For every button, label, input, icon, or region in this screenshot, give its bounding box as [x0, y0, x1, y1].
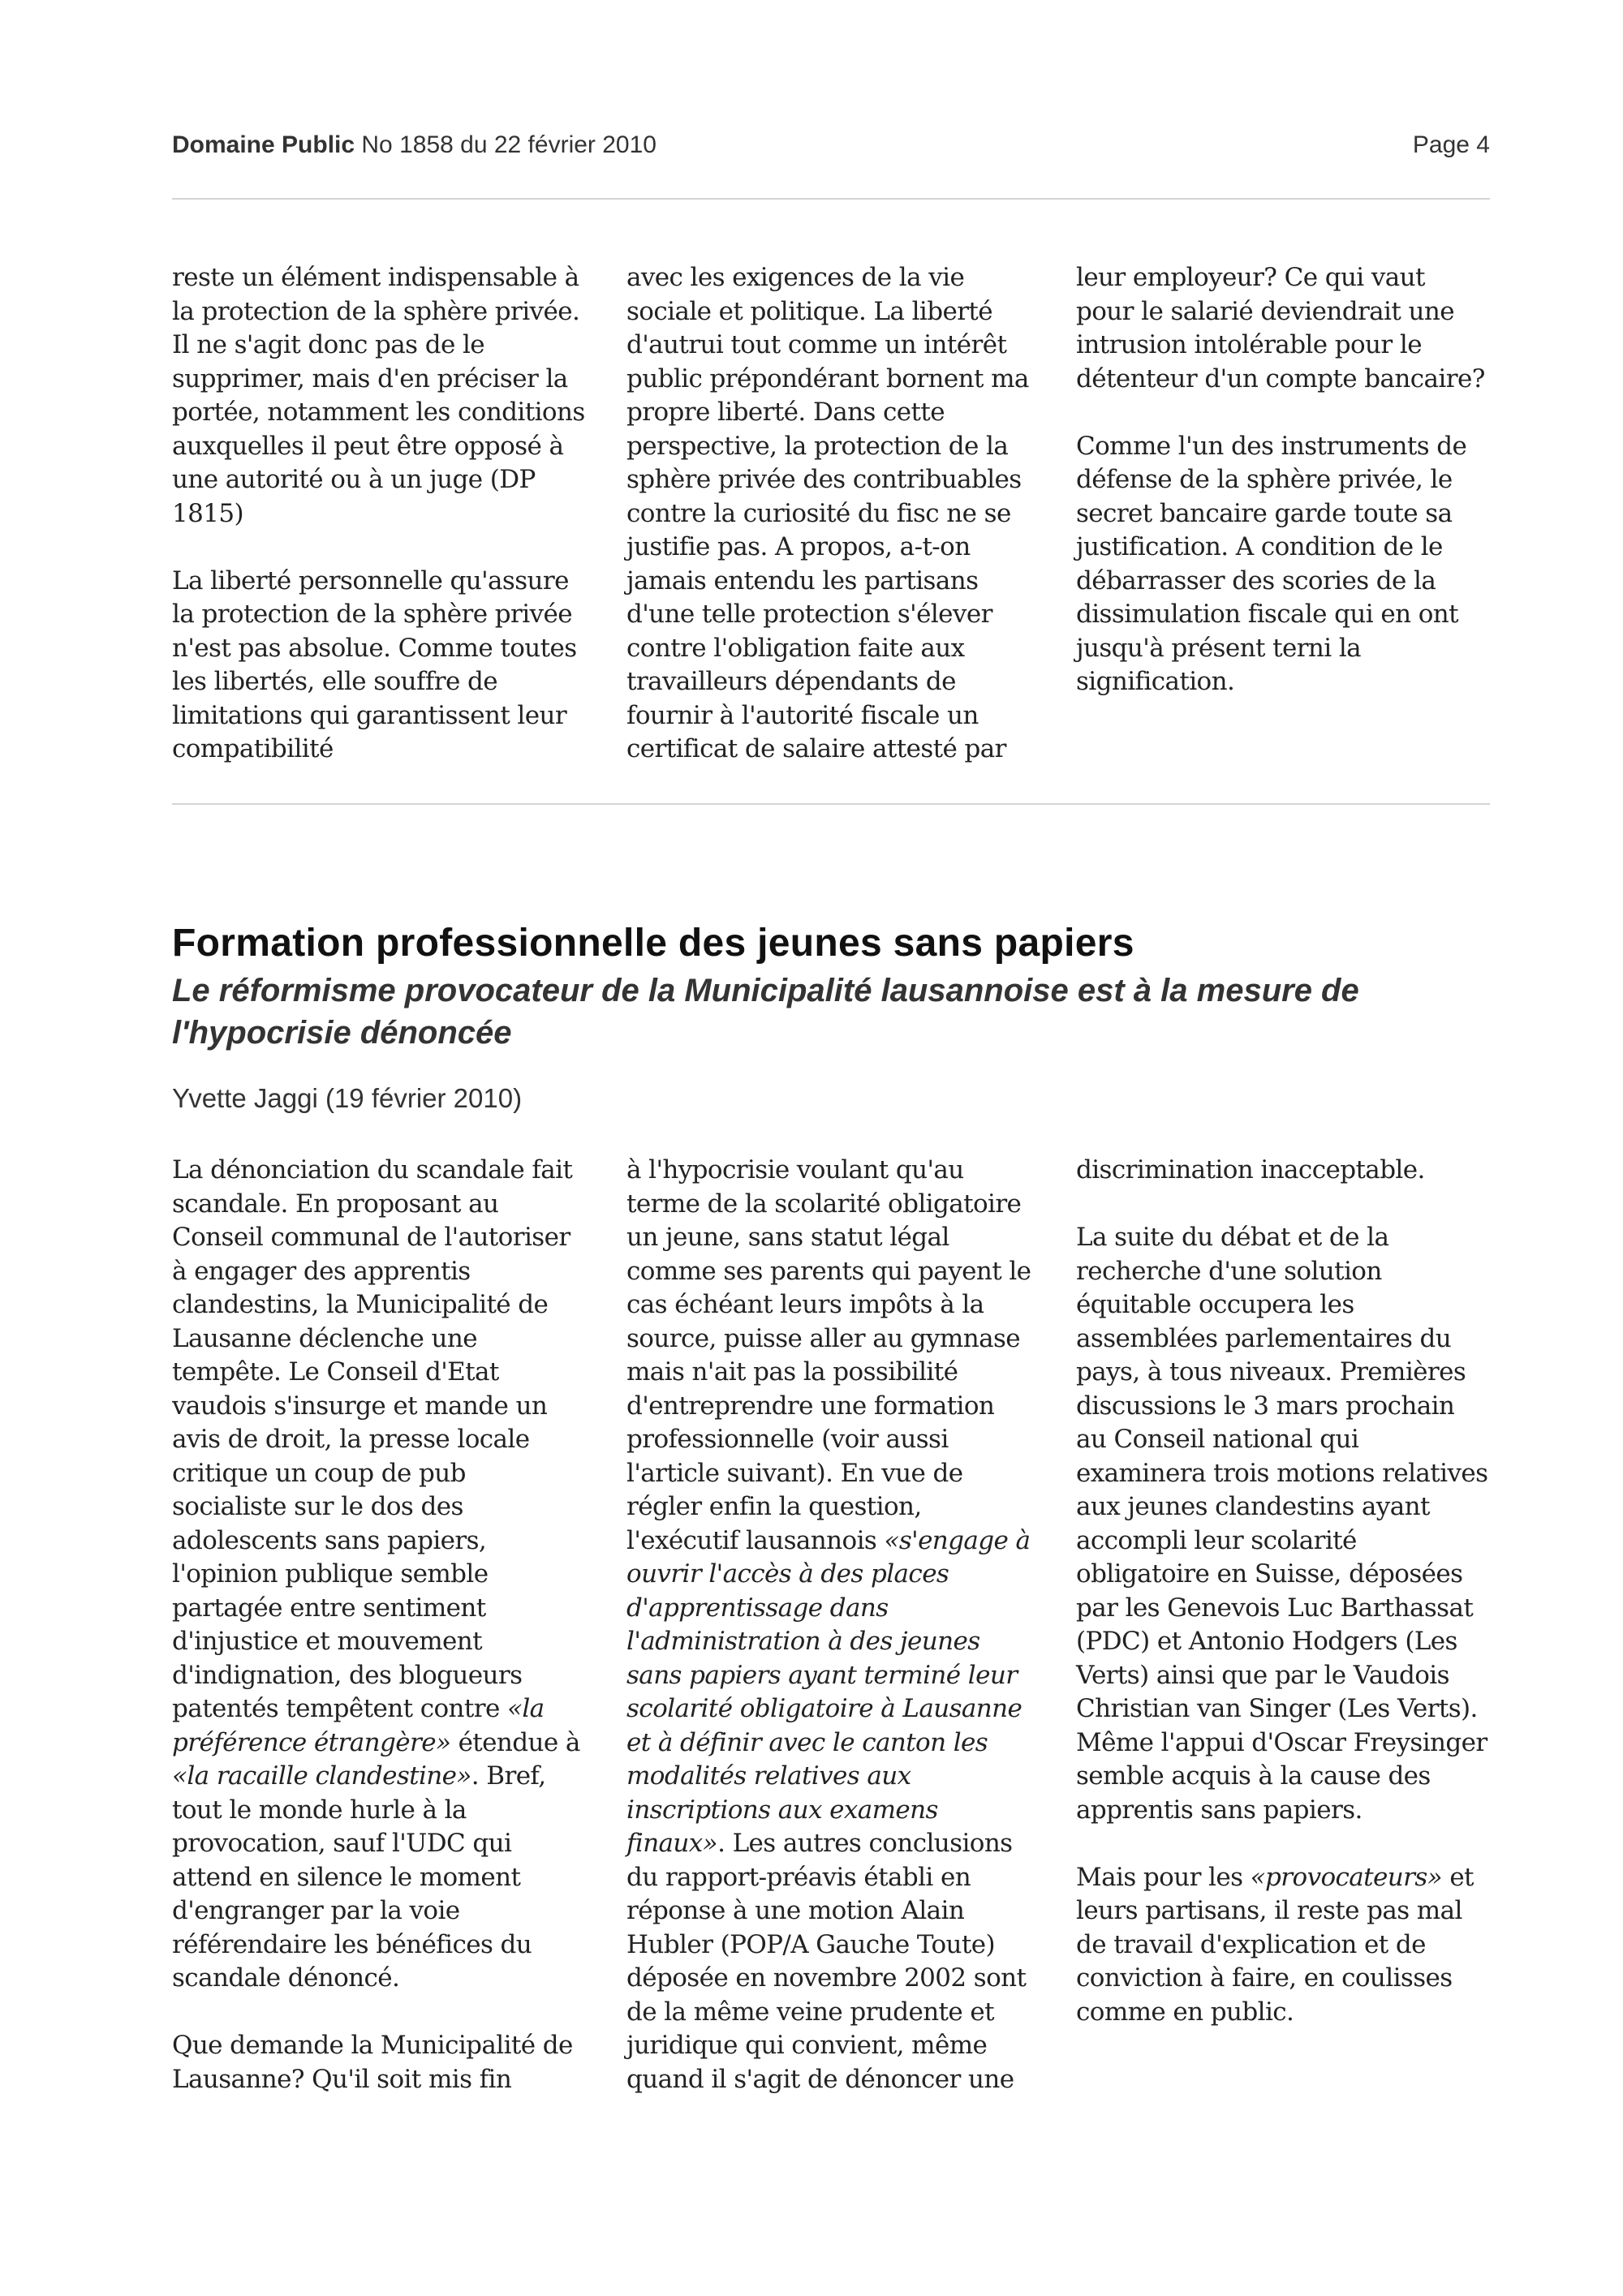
article-subtitle: Le réformisme provocateur de la Municipalité lausannoise est à la mesure de l'hypocrisie dénoncée — [172, 973, 1359, 1051]
paragraph: La liberté personnelle qu'assure la protection de la sphère privée n'est pas absolue. Comme toutes les libertés, elle souffre de limitations qui garantissent leur compatibilité — [172, 565, 577, 763]
quote: «s'engage à ouvrir l'accès à des places d'apprentissage dans l'administration à des jeunes sans papiers ayant terminé leur scolarité obligatoire à Lausanne et à définir avec le canton les modalités relatives aux inscriptions aux examens finaux» — [626, 1525, 1031, 1858]
paragraph: leur employeur? Ce qui vaut pour le salarié deviendrait une intrusion intolérable pour le détenteur d'un compte bancaire? — [1076, 263, 1485, 393]
article-column-3 — [1076, 1154, 1490, 2029]
previous-article-column-1 — [172, 261, 586, 767]
paragraph: avec les exigences de la vie sociale et politique. La liberté d'autrui tout comme un intérêt public prépondérant bornent ma propre liberté. Dans cette perspective, la protection de la sphère privée des contribuables contre la curiosité du fisc ne se justifie pas. A propos, a-t-on jamais entendu les partisans d'une telle protection s'élever contre l'obligation faite aux travailleurs dépendants de fournir à l'autorité fiscale un certificat de salaire attesté par — [626, 263, 1029, 763]
quote: «la racaille clandestine» — [172, 1761, 471, 1791]
paragraph: Comme l'un des instruments de défense de la sphère privée, le secret bancaire garde toute sa justification. A condition de le débarrasser des scories de la dissimulation fiscale qui en ont jusqu'à présent terni la signification. — [1076, 431, 1467, 696]
paragraph: discrimination inacceptable. — [1076, 1155, 1425, 1185]
publication-name: Domaine Public — [172, 131, 355, 158]
page-header — [172, 131, 1490, 172]
article-column-2 — [626, 1154, 1040, 2096]
quote: «provocateurs» — [1250, 1862, 1443, 1892]
paragraph: Mais pour les «provocateurs» et leurs partisans, il reste pas mal de travail d'explication et de conviction à faire, en coulisses comme en public. — [1076, 1862, 1474, 2027]
article-column-1 — [172, 1154, 586, 2096]
page-number: Page 4 — [1412, 131, 1490, 158]
previous-article-column-2 — [626, 261, 1040, 767]
quote: «la préférence étrangère» — [172, 1694, 545, 1757]
article-divider — [172, 803, 1490, 805]
article-byline: Yvette Jaggi (19 février 2010) — [172, 1083, 523, 1113]
paragraph: La dénonciation du scandale fait scandale. En proposant au Conseil communal de l'autoriser à engager des apprentis clandestins, la Municipalité de Lausanne déclenche une tempête. Le Conseil d'Etat vaudois s'insurge et mande un avis de droit, la presse locale critique un coup de pub socialiste sur le dos des adolescents sans papiers, l'opinion publique semble partagée entre sentiment d'injustice et mouvement d'indignation, des blogueurs patentés tempêtent contre «la préférence étrangère» étendue à «la racaille clandestine». Bref, tout le monde hurle à la provocation, sauf l'UDC qui attend en silence le moment d'engranger par la voie référendaire les bénéfices du scandale dénoncé. — [172, 1155, 580, 1993]
paragraph: reste un élément indispensable à la protection de la sphère privée. Il ne s'agit donc pas de le supprimer, mais d'en préciser la portée, notamment les conditions auxquelles il peut être opposé à une autorité ou à un juge (DP 1815) — [172, 263, 585, 528]
header-divider — [172, 198, 1490, 200]
paragraph: La suite du débat et de la recherche d'une solution équitable occupera les assemblées parlementaires du pays, à tous niveaux. Premières discussions le 3 mars prochain au Conseil national qui examinera trois motions relatives aux jeunes clandestins ayant accompli leur scolarité obligatoire en Suisse, déposées par les Genevois Luc Barthassat (PDC) et Antonio Hodgers (Les Verts) ainsi que par le Vaudois Christian van Singer (Les Verts). Même l'appui d'Oscar Freysinger semble acquis à la cause des apprentis sans papiers. — [1076, 1223, 1488, 1825]
issue-info: No 1858 du 22 février 2010 — [361, 131, 657, 158]
paragraph: Que demande la Municipalité de Lausanne? Qu'il soit mis fin — [172, 2031, 573, 2094]
paragraph: à l'hypocrisie voulant qu'au terme de la scolarité obligatoire un jeune, sans statut légal comme ses parents qui payent le cas échéant leurs impôts à la source, puisse aller au gymnase mais n'ait pas la possibilité d'entreprendre une formation professionnelle (voir aussi l'article suivant). En vue de régler enfin la question, l'exécutif lausannois «s'engage à ouvrir l'accès à des places d'apprentissage dans l'administration à des jeunes sans papiers ayant terminé leur scolarité obligatoire à Lausanne et à définir avec le canton les modalités relatives aux inscriptions aux examens finaux». Les autres conclusions du rapport-préavis établi en réponse à une motion Alain Hubler (POP/A Gauche Toute) déposée en novembre 2002 sont de la même veine prudente et juridique qui convient, même quand il s'agit de dénoncer une — [626, 1155, 1031, 2094]
previous-article-column-3 — [1076, 261, 1490, 699]
article-title: Formation professionnelle des jeunes sans papiers — [172, 922, 1134, 965]
